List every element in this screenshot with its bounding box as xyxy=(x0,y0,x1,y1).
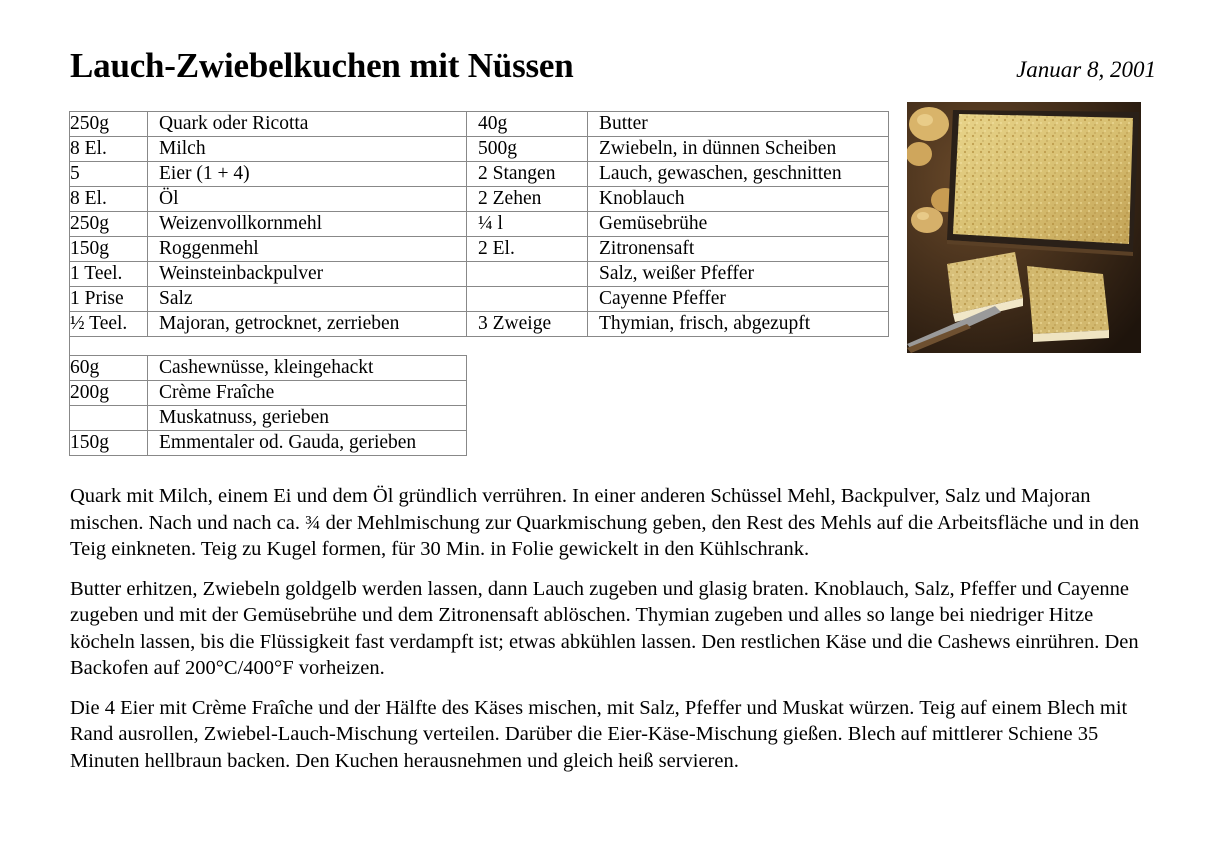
ingredient-name: Milch xyxy=(148,137,467,162)
ingredient-quantity: 1 Prise xyxy=(70,287,148,312)
ingredient-quantity xyxy=(70,406,148,431)
ingredient-quantity: ¼ l xyxy=(467,212,588,237)
ingredient-name: Zwiebeln, in dünnen Scheiben xyxy=(588,137,889,162)
ingredient-name: Weizenvollkornmehl xyxy=(148,212,467,237)
ingredient-quantity xyxy=(467,262,588,287)
table-gap-line xyxy=(69,337,70,355)
ingredient-name: Cayenne Pfeffer xyxy=(588,287,889,312)
ingredient-quantity: ½ Teel. xyxy=(70,312,148,337)
ingredient-name: Emmentaler od. Gauda, gerieben xyxy=(148,431,467,456)
ingredients-main-table xyxy=(69,111,889,337)
table-row xyxy=(70,237,889,262)
ingredient-name: Butter xyxy=(588,112,889,137)
instruction-step-3: Die 4 Eier mit Crème Fraîche und der Hälfte des Käses mischen, mit Salz, Pfeffer und Muskat würzen. Teig auf einem Blech mit Rand ausrollen, Zwiebel-Lauch-Mischung verteilen. Darüber die Eier-Käse-Mischung gießen. Blech auf mittlerer Schiene 35 Minuten hellbraun backen. Den Kuchen herausnehmen und gleich heiß servieren. xyxy=(70,696,1128,772)
table-row xyxy=(70,212,889,237)
ingredient-name: Gemüsebrühe xyxy=(588,212,889,237)
ingredient-name: Majoran, getrocknet, zerrieben xyxy=(148,312,467,337)
ingredient-name: Lauch, gewaschen, geschnitten xyxy=(588,162,889,187)
ingredient-quantity: 40g xyxy=(467,112,588,137)
instruction-step-2: Butter erhitzen, Zwiebeln goldgelb werden lassen, dann Lauch zugeben und glasig braten. Knoblauch, Salz, Pfeffer und Cayenne zugeben und mit der Gemüsebrühe und dem Zitronensaft ablöschen. Thymian zugeben und alles so lange bei niedriger Hitze köcheln lassen, bis die Flüssigkeit fast verdampft ist; etwas abkühlen lassen. Den restlichen Käse und die Cashews einrühren. Den Backofen auf 200°C/400°F vorheizen. xyxy=(70,577,1139,679)
ingredient-quantity: 250g xyxy=(70,212,148,237)
ingredient-quantity: 2 Stangen xyxy=(467,162,588,187)
instruction-step-1: Quark mit Milch, einem Ei und dem Öl gründlich verrühren. In einer anderen Schüssel Mehl, Backpulver, Salz und Majoran mischen. Nach und nach ca. ¾ der Mehlmischung zur Quarkmischung geben, den Rest des Mehls auf die Arbeitsfläche und in den Teig einkneten. Teig zu Kugel formen, für 30 Min. in Folie gewickelt in den Kühlschrank. xyxy=(70,485,1140,560)
ingredient-quantity: 2 El. xyxy=(467,237,588,262)
ingredient-quantity: 500g xyxy=(467,137,588,162)
table-row xyxy=(70,187,889,212)
ingredient-quantity: 60g xyxy=(70,356,148,381)
ingredient-quantity: 200g xyxy=(70,381,148,406)
recipe-title: Lauch-Zwiebelkuchen mit Nüssen xyxy=(70,46,574,85)
table-row xyxy=(70,137,889,162)
ingredient-name: Öl xyxy=(148,187,467,212)
table-row xyxy=(70,406,467,431)
ingredient-quantity: 3 Zweige xyxy=(467,312,588,337)
ingredient-name: Eier (1 + 4) xyxy=(148,162,467,187)
ingredient-name: Roggenmehl xyxy=(148,237,467,262)
ingredient-name: Salz, weißer Pfeffer xyxy=(588,262,889,287)
ingredient-name: Crème Fraîche xyxy=(148,381,467,406)
ingredients-topping-table xyxy=(69,355,467,456)
tart-image xyxy=(907,102,1141,353)
table-row xyxy=(70,431,467,456)
table-row xyxy=(70,112,889,137)
ingredient-name: Weinsteinbackpulver xyxy=(148,262,467,287)
ingredient-name: Salz xyxy=(148,287,467,312)
instructions xyxy=(70,483,1160,787)
ingredient-quantity: 8 El. xyxy=(70,137,148,162)
ingredient-name: Muskatnuss, gerieben xyxy=(148,406,467,431)
table-row xyxy=(70,162,889,187)
table-row xyxy=(70,356,467,381)
ingredient-name: Cashewnüsse, kleingehackt xyxy=(148,356,467,381)
ingredient-quantity: 5 xyxy=(70,162,148,187)
ingredient-name: Thymian, frisch, abgezupft xyxy=(588,312,889,337)
ingredient-quantity: 250g xyxy=(70,112,148,137)
table-row xyxy=(70,287,889,312)
ingredient-quantity: 2 Zehen xyxy=(467,187,588,212)
onion-tart-photo xyxy=(907,102,1141,353)
ingredient-quantity: 150g xyxy=(70,431,148,456)
ingredient-quantity xyxy=(467,287,588,312)
ingredient-quantity: 150g xyxy=(70,237,148,262)
ingredient-name: Knoblauch xyxy=(588,187,889,212)
ingredient-name: Quark oder Ricotta xyxy=(148,112,467,137)
table-row xyxy=(70,262,889,287)
ingredient-name: Zitronensaft xyxy=(588,237,889,262)
ingredient-quantity: 1 Teel. xyxy=(70,262,148,287)
ingredient-quantity: 8 El. xyxy=(70,187,148,212)
recipe-date: Januar 8, 2001 xyxy=(1016,57,1156,82)
table-row xyxy=(70,312,889,337)
table-row xyxy=(70,381,467,406)
